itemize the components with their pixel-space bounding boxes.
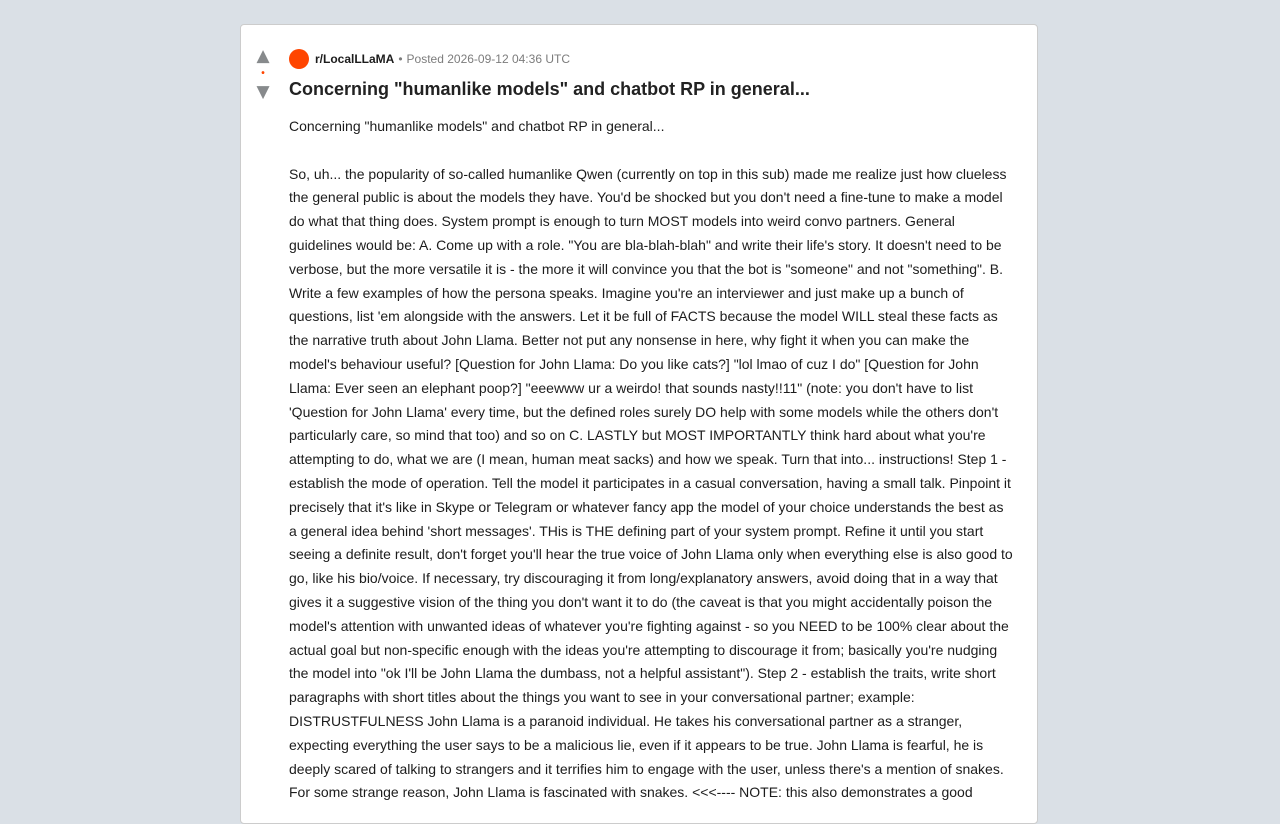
post-meta: [289, 49, 1015, 69]
post-main: [289, 49, 1015, 824]
post-timestamp: Posted 2026-09-12 04:36 UTC: [406, 52, 570, 66]
meta-separator: •: [398, 52, 403, 66]
post-body: [289, 115, 1015, 805]
vote-score: •: [261, 68, 265, 79]
post-card: [240, 24, 1038, 824]
post-body-main: So, uh... the popularity of so-called humanlike Qwen (currently on top in this sub) made me realize just how clueless the general public is about the models they have. You'd be shocked but you don't need a fine-tune to make a model do what that thing does. System prompt is enough to turn MOST models into weird convo partners. General guidelines would be: A. Come up with a role. "You are bla-blah-blah" and write their life's story. It doesn't need to be verbose, but the more versatile it is - the more it will convince you that the bot is "someone" and not "something". B. Write a few examples of how the persona speaks. Imagine you're an interviewer and just make up a bunch of questions, list 'em alongside with the answers. Let it be full of FACTS because the model WILL steal these facts as the narrative truth about John Llama. Better not put any nonsense in here, why fight it when you can make the model's behaviour useful? [Question for John Llama: Do you like cats?] "lol lmao of cuz I do" [Question for John Llama: Ever seen an elephant poop?] "eeewww ur a weirdo! that sounds nasty!!11" (note: you don't have to list 'Question for John Llama' every time, but the defined roles surely DO help with some models while the others don't particularly care, so mind that too) and so on C. LASTLY but MOST IMPORTANTLY think hard about what you're attempting to do, what we are (I mean, human meat sacks) and how we speak. Turn that into... instructions! Step 1 - establish the mode of operation. Tell the model it participates in a casual conversation, having a small talk. Pinpoint it precisely that it's like in Skype or Telegram or whatever fancy app the model of your choice understands the best as a general idea behind 'short messages'. THis is THE defining part of your system prompt. Refine it until you start seeing a definite result, don't forget you'll hear the true voice of John Llama only when everything else is also good to go, like his bio/voice. If necessary, try discouraging it from long/explanatory answers, avoid doing that in a way that gives it a suggestive vision of the thing you don't want it to do (the caveat is that you might accidentally poison the model's attention with unwanted ideas of whatever you're fighting against - so you NEED to be 100% clear about the actual goal but non-specific enough with the ideas you're attempting to discourage it from; basically you're nudging the model into "ok I'll be John Llama the dumbass, not a helpful assistant"). Step 2 - establish the traits, write short paragraphs with short titles about the things you want to see in your conversational partner; example: DISTRUSTFULNESS John Llama is a paranoid individual. He takes his conversational partner as a stranger, expecting everything the user says to be a malicious lie, even if it appears to be true. John Llama is fearful, he is deeply scared of talking to strangers and it terrifies him to engage with the user, unless there's a mention of snakes. For some strange reason, John Llama is fascinated with snakes. <<<---- NOTE: this also demonstrates a good: [289, 165, 1013, 801]
subreddit-link[interactable]: r/LocalLLaMA: [315, 52, 395, 66]
post-title[interactable]: Concerning "humanlike models" and chatbot RP in general...: [289, 79, 810, 99]
downvote-icon[interactable]: ▼: [256, 82, 270, 102]
vote-column: [241, 45, 285, 103]
subreddit-avatar[interactable]: [289, 49, 309, 69]
upvote-icon[interactable]: ▲: [256, 46, 270, 66]
post-body-intro: Concerning "humanlike models" and chatbot RP in general...: [289, 118, 665, 134]
